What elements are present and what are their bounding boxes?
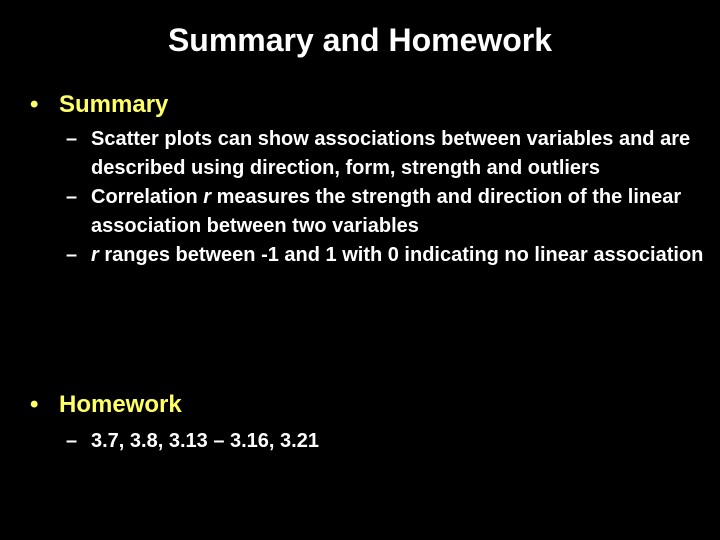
summary-item-prefix: Correlation xyxy=(91,186,204,208)
summary-heading-label: Summary xyxy=(59,91,169,118)
homework-item xyxy=(66,427,706,456)
bullet-icon: • xyxy=(30,91,39,118)
dash-icon: – xyxy=(66,186,78,208)
summary-item-suffix: measures the strength and direction of the linear association between two variables xyxy=(91,186,682,237)
dash-icon: – xyxy=(66,244,78,266)
bullet-icon: • xyxy=(30,391,39,418)
summary-item-suffix: ranges between -1 and 1 with 0 indicating no linear association xyxy=(98,244,704,266)
summary-item-r-range xyxy=(66,241,706,270)
homework-heading-label: Homework xyxy=(59,391,182,418)
summary-item-italic-r: r xyxy=(91,244,99,266)
summary-heading xyxy=(30,90,168,120)
summary-list xyxy=(66,125,706,270)
summary-item-correlation xyxy=(66,183,706,241)
summary-item-italic-r: r xyxy=(203,186,212,208)
dash-icon: – xyxy=(66,128,78,150)
homework-item-text: 3.7, 3.8, 3.13 – 3.16, 3.21 xyxy=(91,430,319,452)
summary-item-text: Scatter plots can show associations between variables and are described using direction, form, strength and outliers xyxy=(91,128,691,179)
dash-icon: – xyxy=(66,430,78,452)
summary-item-scatter-plots xyxy=(66,125,706,183)
slide-title: Summary and Homework xyxy=(167,22,553,58)
homework-heading xyxy=(30,390,182,420)
homework-list xyxy=(66,427,706,456)
